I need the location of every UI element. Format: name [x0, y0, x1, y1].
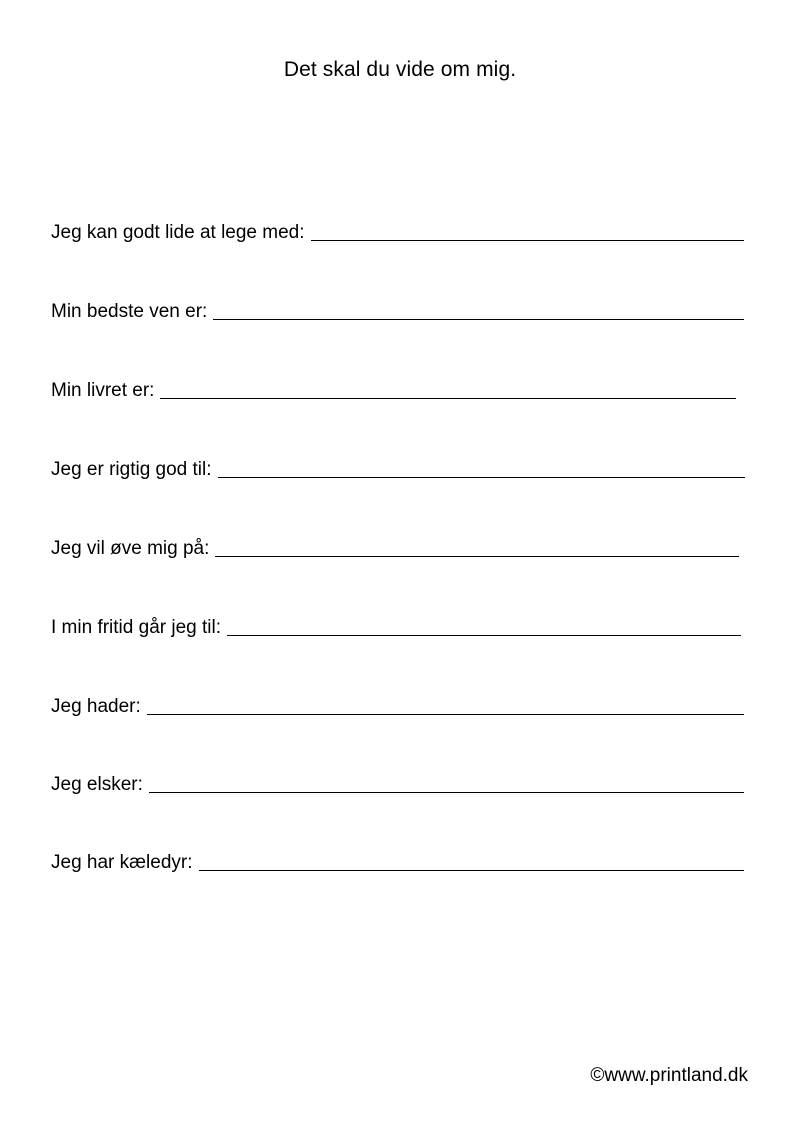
prompt-row	[51, 534, 739, 560]
answer-line	[147, 714, 744, 715]
prompt-label: Min bedste ven er:	[51, 301, 208, 322]
prompt-label: Jeg kan godt lide at lege med:	[51, 222, 305, 243]
prompt-row	[51, 455, 745, 481]
prompt-label: Min livret er:	[51, 380, 155, 401]
prompt-row	[51, 297, 744, 323]
answer-line	[215, 556, 739, 557]
prompt-row	[51, 218, 744, 244]
prompt-label: I min fritid går jeg til:	[51, 617, 221, 638]
prompt-row	[51, 613, 741, 639]
answer-line	[227, 635, 741, 636]
prompt-row	[51, 376, 736, 402]
prompt-label: Jeg hader:	[51, 696, 141, 717]
answer-line	[213, 319, 744, 320]
prompt-label: Jeg vil øve mig på:	[51, 538, 210, 559]
copyright-footer: ©www.printland.dk	[590, 1065, 748, 1086]
prompt-row	[51, 770, 744, 796]
prompt-label: Jeg er rigtig god til:	[51, 459, 212, 480]
answer-line	[311, 240, 744, 241]
worksheet-title: Det skal du vide om mig.	[283, 58, 517, 81]
prompt-label: Jeg elsker:	[51, 774, 143, 795]
answer-line	[218, 477, 745, 478]
prompt-label: Jeg har kæledyr:	[51, 852, 193, 873]
prompt-row	[51, 692, 744, 718]
prompt-row	[51, 848, 744, 874]
answer-line	[199, 870, 744, 871]
answer-line	[149, 792, 744, 793]
answer-line	[160, 398, 736, 399]
